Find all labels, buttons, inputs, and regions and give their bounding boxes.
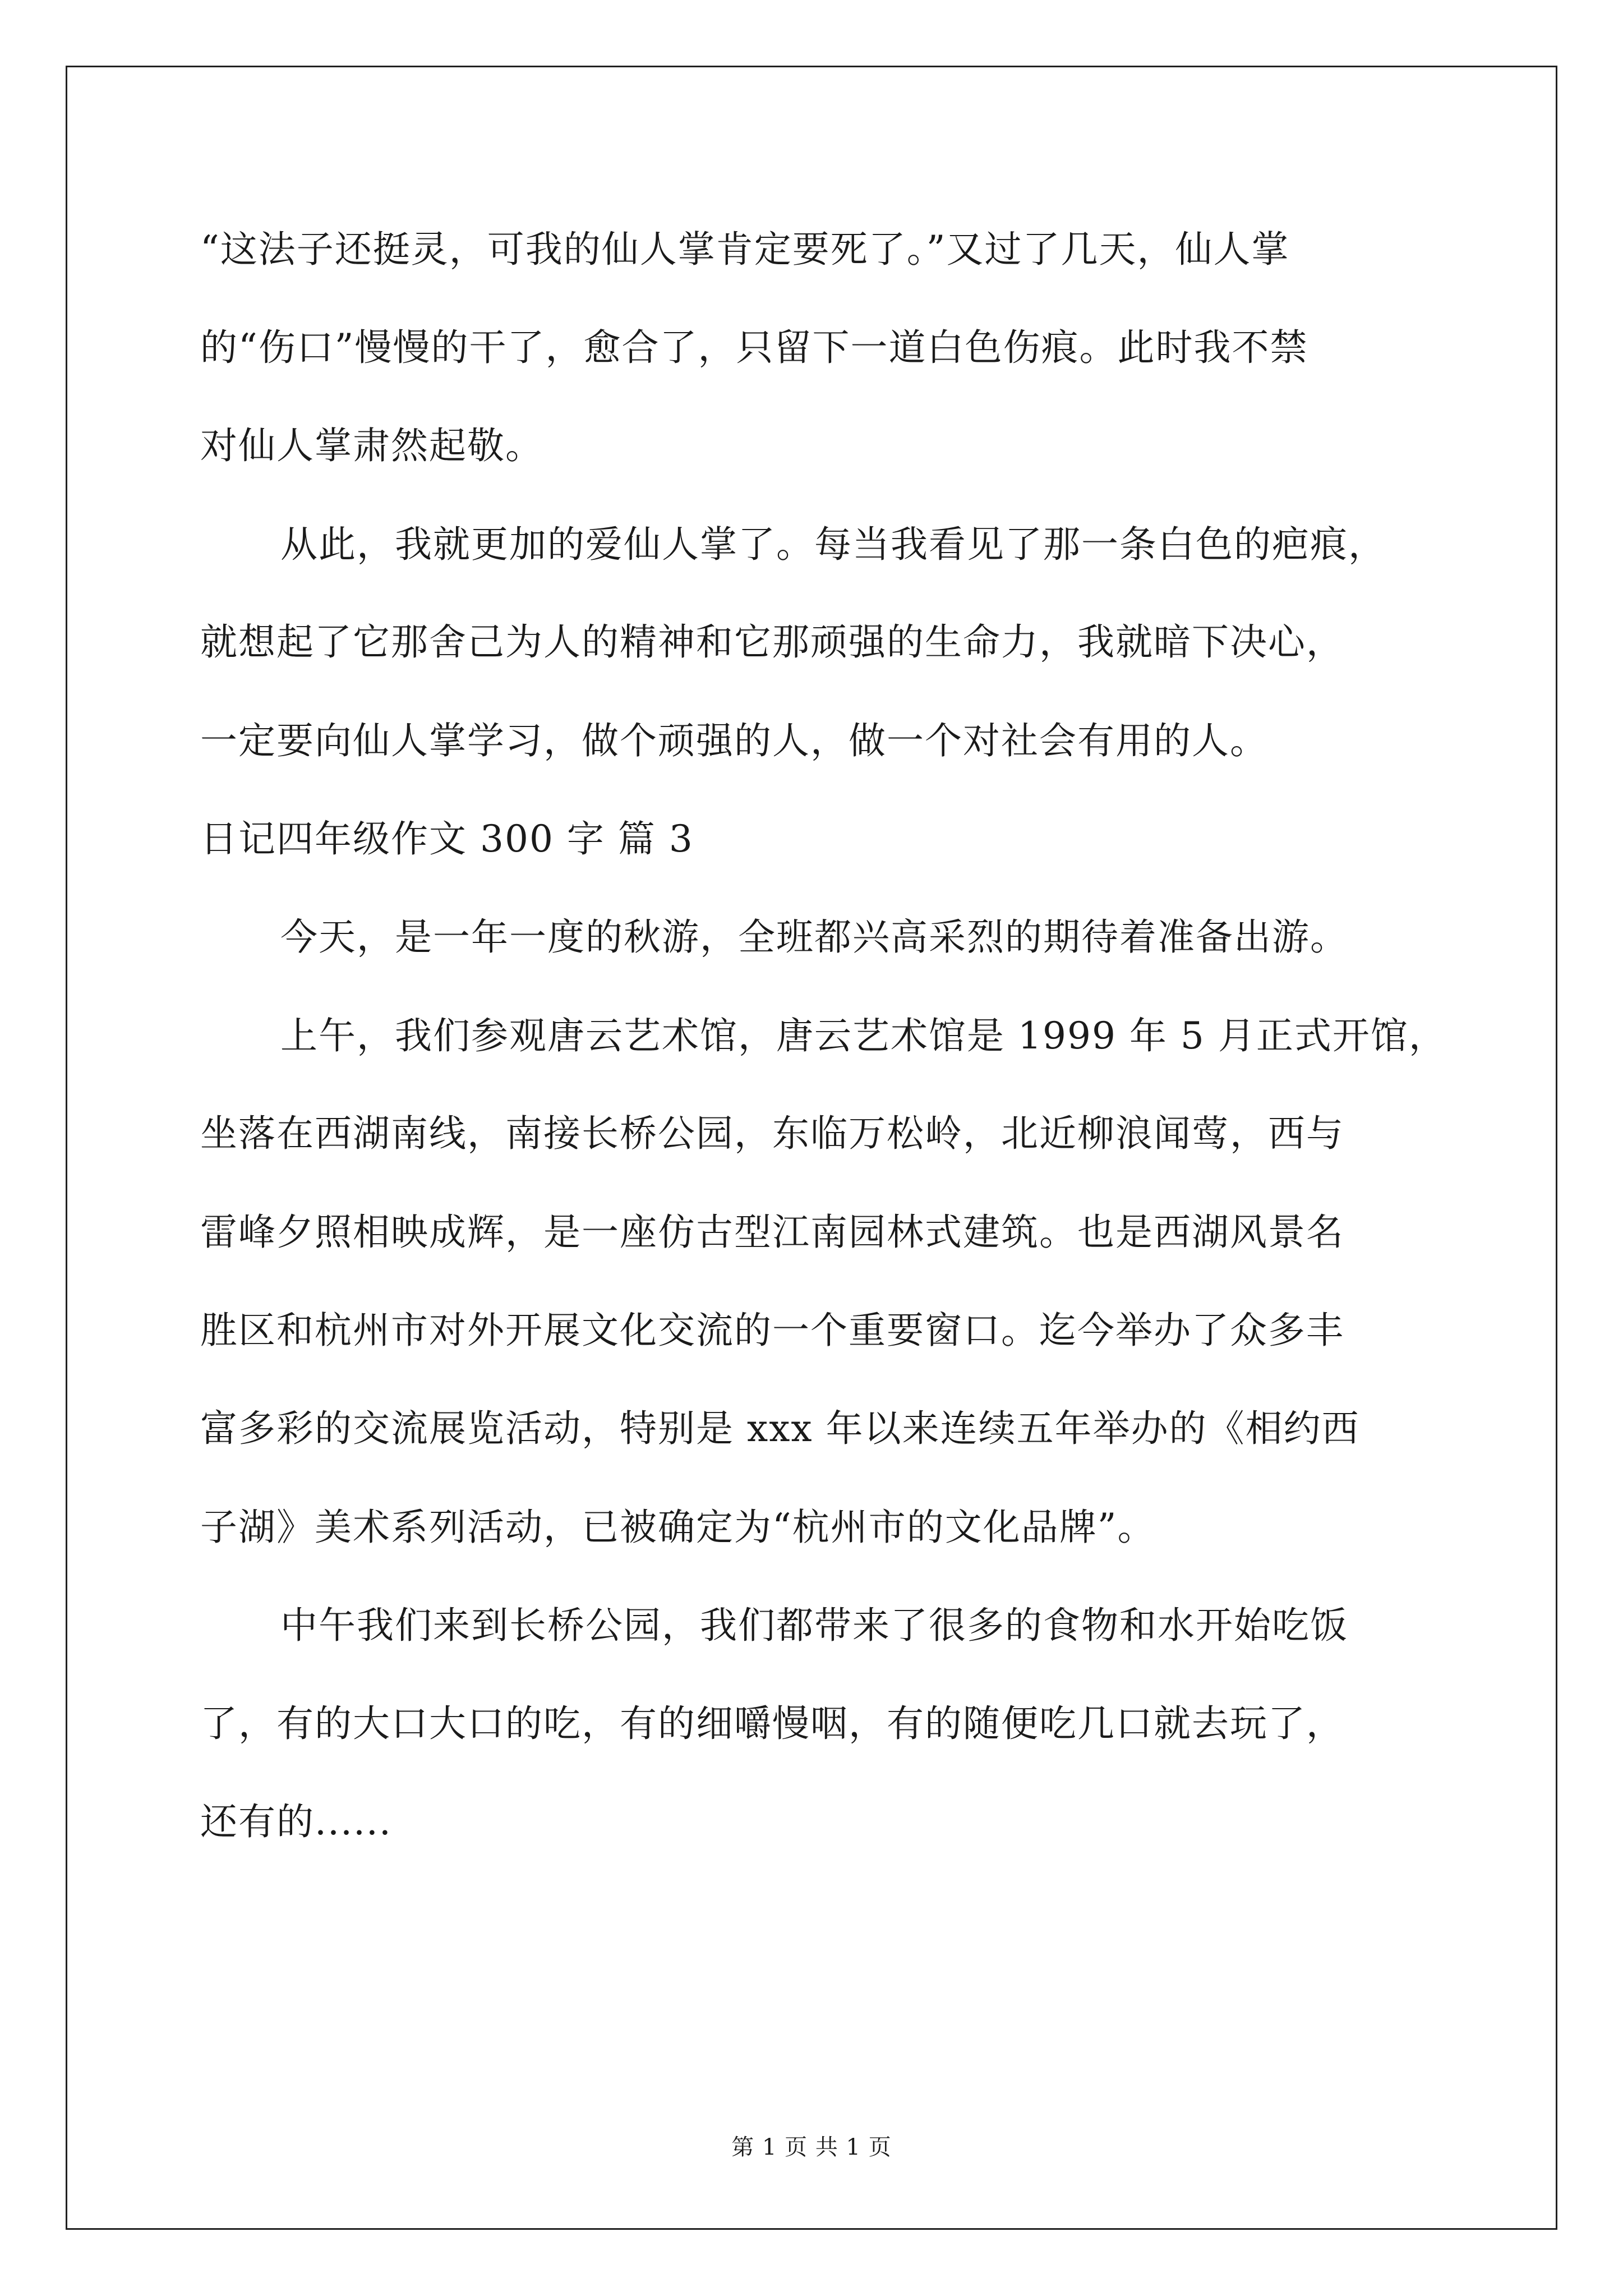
page-footer: 第 1 页 共 1 页: [731, 2134, 892, 2160]
paragraph-line: 了，有的大口大口的吃，有的细嚼慢咽，有的随便吃几口就去玩了，: [200, 1702, 1344, 1745]
paragraph-line: 中午我们来到长桥公园，我们都带来了很多的食物和水开始吃饭: [280, 1604, 1348, 1647]
paragraph-line: 胜区和杭州市对外开展文化交流的一个重要窗口。迄今举办了众多丰: [200, 1309, 1344, 1352]
paragraph-line: 子湖》美术系列活动，已被确定为“杭州市的文化品牌”。: [200, 1506, 1156, 1549]
paragraph-line: 还有的......: [200, 1800, 392, 1843]
paragraph-line: 对仙人掌肃然起敬。: [200, 424, 543, 467]
paragraph-line: 从此，我就更加的爱仙人掌了。每当我看见了那一条白色的疤痕，: [280, 523, 1386, 566]
paragraph-line: 坐落在西湖南线，南接长桥公园，东临万松岭，北近柳浪闻莺，西与: [200, 1112, 1344, 1155]
paragraph-line: 一定要向仙人掌学习，做个顽强的人，做一个对社会有用的人。: [200, 719, 1268, 762]
paragraph-line: 的“伤口”慢慢的干了，愈合了，只留下一道白色伤痕。此时我不禁: [200, 326, 1308, 369]
paragraph-line: 上午，我们参观唐云艺术馆，唐云艺术馆是 1999 年 5 月正式开馆，: [280, 1014, 1447, 1057]
paragraph-line: 今天，是一年一度的秋游，全班都兴高采烈的期待着准备出游。: [280, 915, 1348, 959]
paragraph-line: “这法子还挺灵，可我的仙人掌肯定要死了。”又过了几天，仙人掌: [200, 228, 1290, 271]
paragraph-line: 就想起了它那舍己为人的精神和它那顽强的生命力，我就暗下决心，: [200, 620, 1344, 664]
paragraph-line: 雷峰夕照相映成辉，是一座仿古型江南园林式建筑。也是西湖风景名: [200, 1211, 1344, 1254]
paragraph-line: 富多彩的交流展览活动，特别是 xxx 年以来连续五年举办的《相约西: [200, 1407, 1360, 1450]
section-heading: 日记四年级作文 300 字 篇 3: [200, 817, 694, 861]
